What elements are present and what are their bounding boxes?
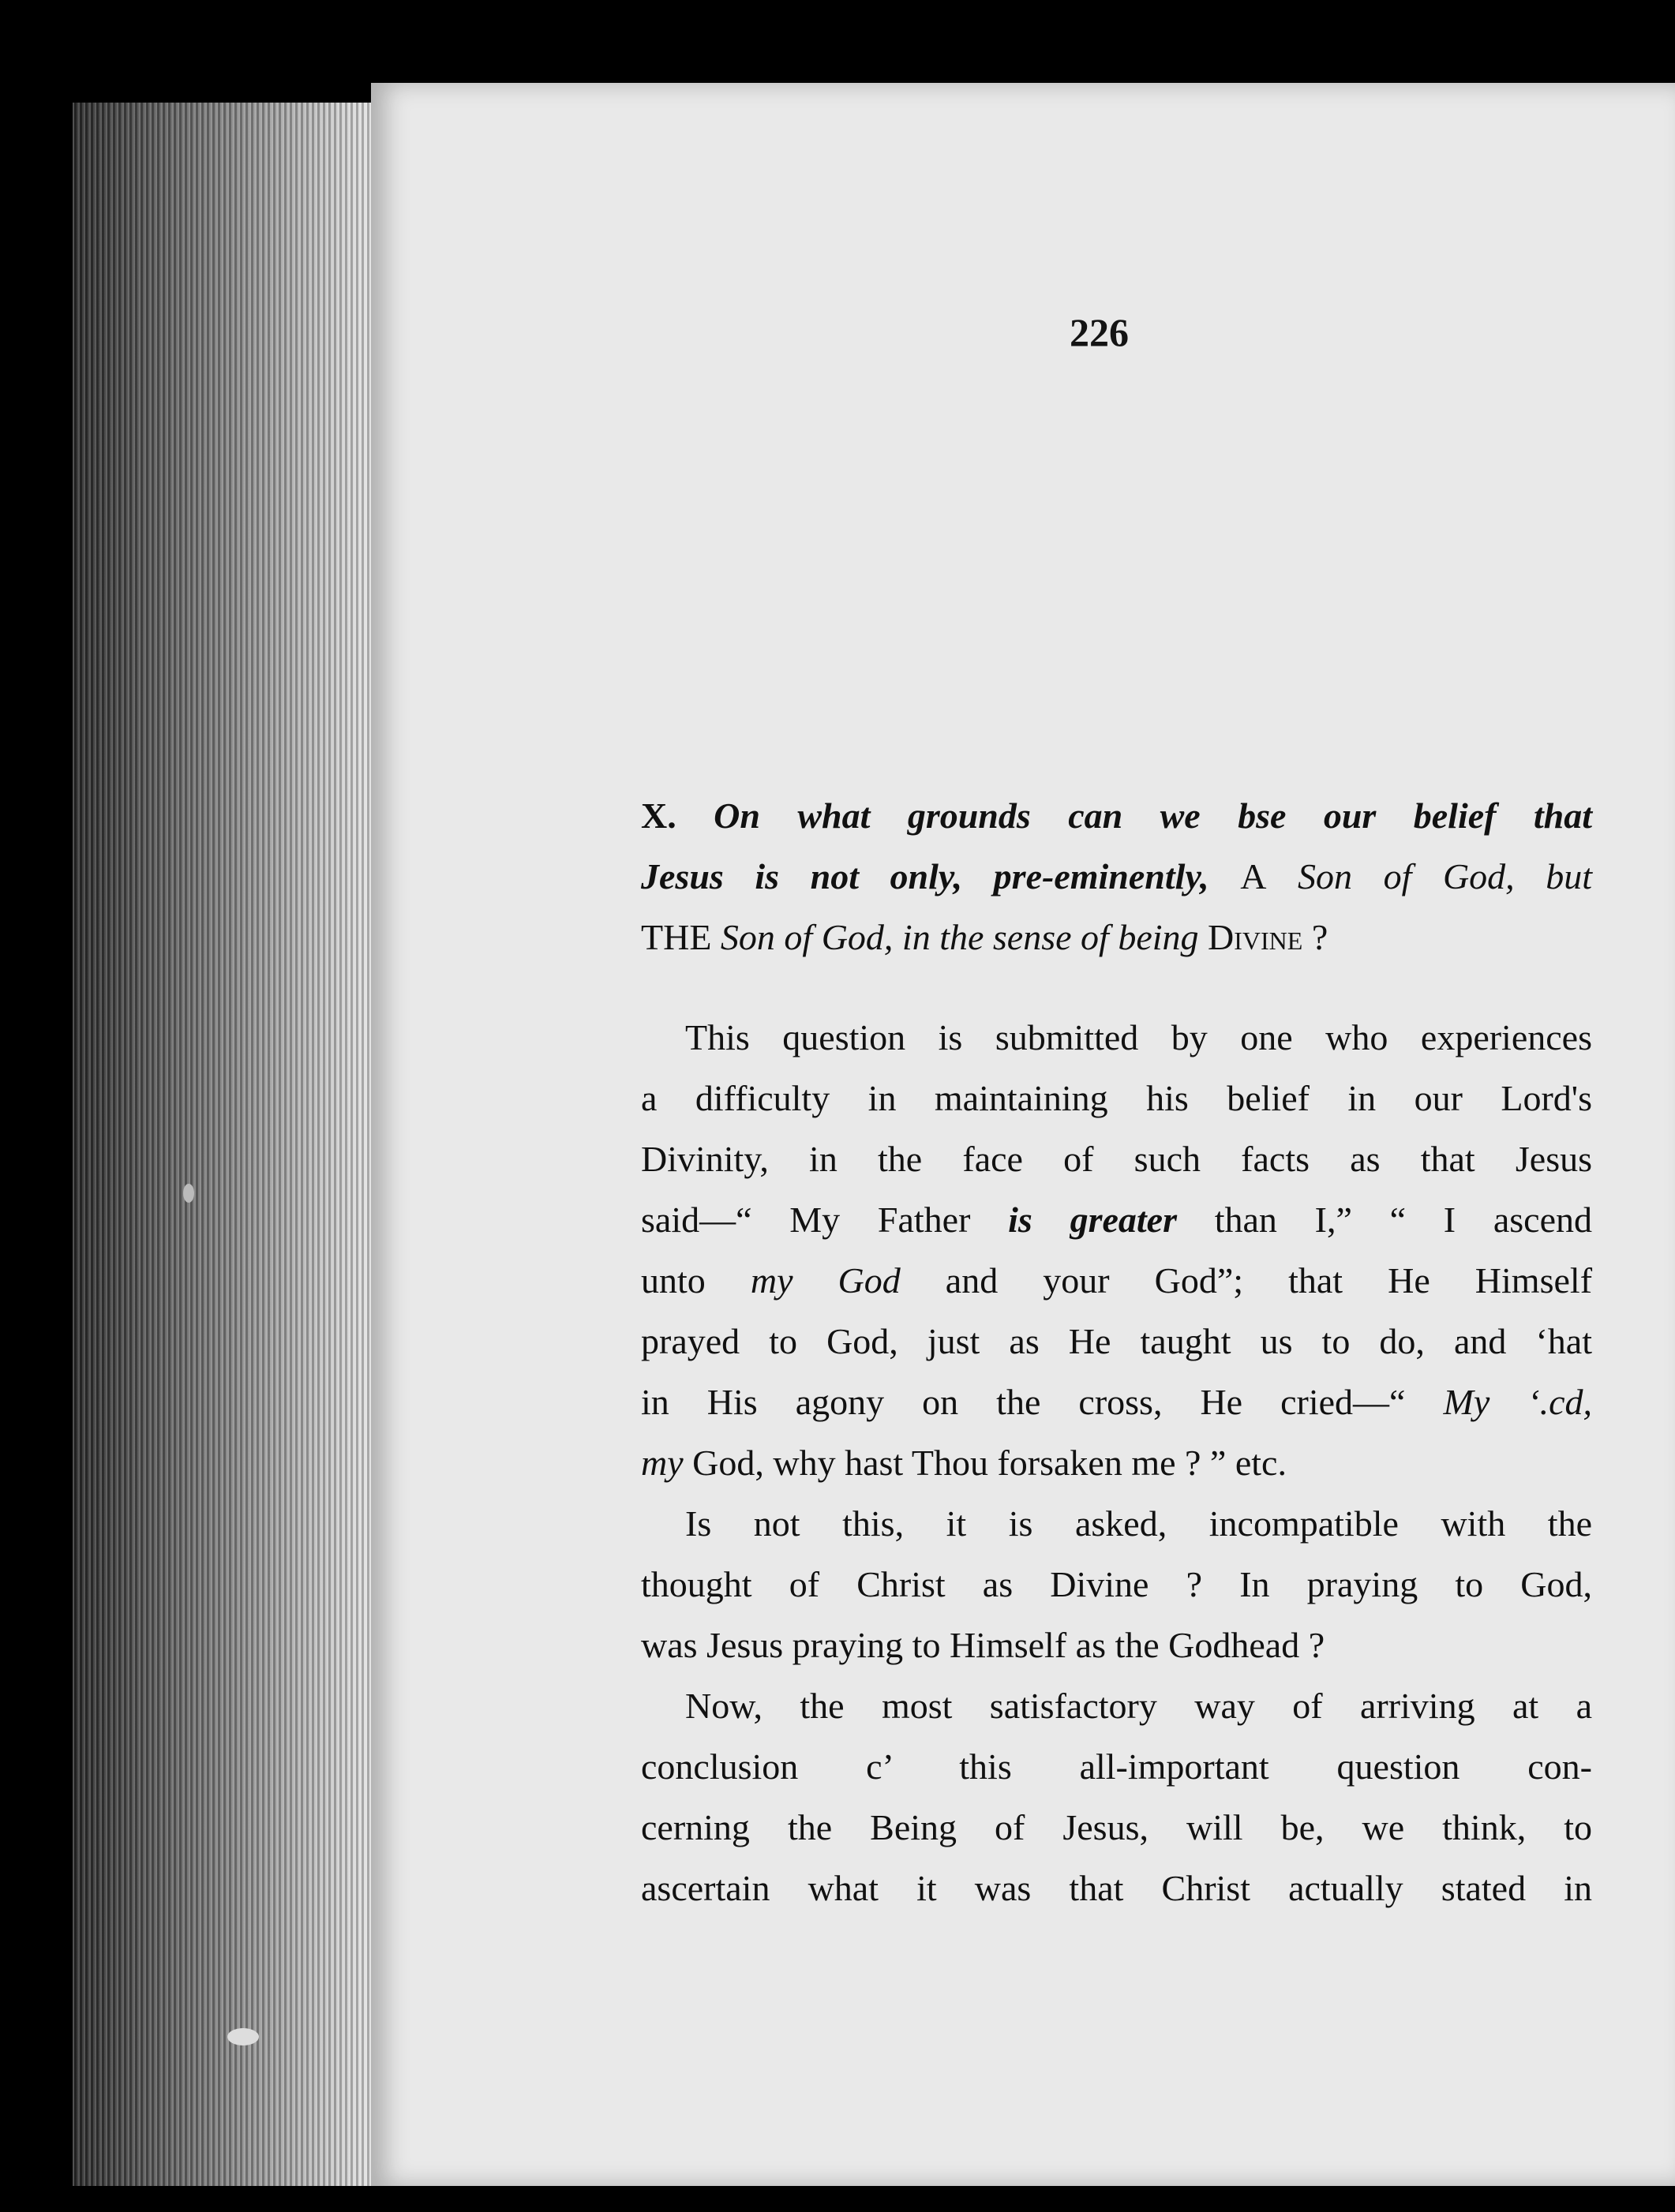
spacer bbox=[641, 968, 1592, 1007]
scan-speck bbox=[227, 2028, 259, 2045]
page-text bbox=[641, 785, 1592, 1918]
paragraph3-line: conclusion c’ this all-important question con- bbox=[641, 1746, 1592, 1787]
page-number: 226 bbox=[1070, 310, 1129, 354]
paragraph3-line: Now, the most satisfactory way of arriving at a bbox=[685, 1686, 1592, 1726]
scan-speck bbox=[183, 1184, 194, 1203]
paragraph1-line: a difficulty in maintaining his belief in our Lord's bbox=[641, 1078, 1592, 1118]
paragraph1-line: prayed to God, just as He taught us to do, and ‘hat bbox=[641, 1321, 1592, 1361]
paragraph2-line: was Jesus praying to Himself as the Godhead ? bbox=[641, 1625, 1325, 1665]
paragraph3-line: ascertain what it was that Christ actually stated in bbox=[641, 1868, 1592, 1908]
paragraph1-line: my God, why hast Thou forsaken me ? ” etc. bbox=[641, 1443, 1287, 1483]
question-line-3: THE Son of God, in the sense of being Divine ? bbox=[641, 917, 1328, 957]
paragraph1-line: This question is submitted by one who experiences bbox=[685, 1017, 1592, 1057]
paragraph3-line: cerning the Being of Jesus, will be, we think, to bbox=[641, 1807, 1592, 1847]
question-line-1: X. On what grounds can we bse our belief that bbox=[641, 795, 1593, 836]
paragraph2-line: thought of Christ as Divine ? In praying to God, bbox=[641, 1564, 1592, 1604]
paragraph1-line: unto my God and your God”; that He Himself bbox=[641, 1260, 1593, 1301]
paragraph1-line: said—“ My Father is greater than I,” “ I ascend bbox=[641, 1200, 1593, 1240]
question-line-2: Jesus is not only, pre-eminently, A Son of God, but bbox=[641, 856, 1593, 896]
paragraph1-line: Divinity, in the face of such facts as that Jesus bbox=[641, 1139, 1592, 1179]
paragraph1-line: in His agony on the cross, He cried—“ My ‘.cd, bbox=[641, 1382, 1592, 1422]
paragraph2-line: Is not this, it is asked, incompatible with the bbox=[685, 1503, 1592, 1544]
book-page-edges bbox=[73, 103, 371, 2186]
